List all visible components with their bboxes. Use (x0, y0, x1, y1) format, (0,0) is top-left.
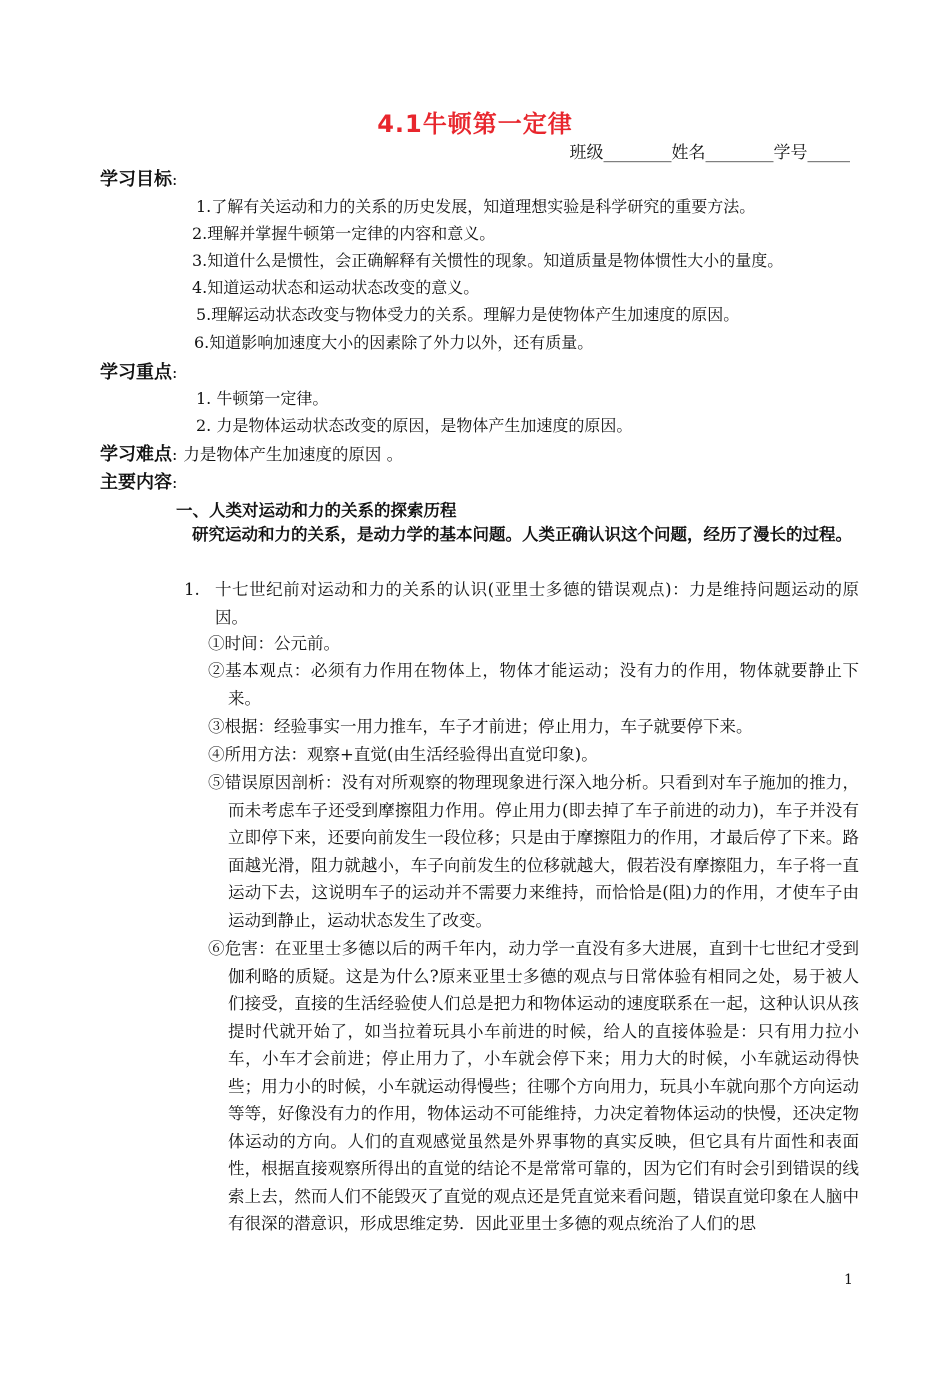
key-point-item: 2. 力是物体运动状态改变的原因，是物体产生加速度的原因。 (196, 416, 633, 435)
difficulty-heading-colon: : (172, 445, 178, 464)
difficulty-text: 力是物体产生加速度的原因 。 (183, 445, 404, 464)
objective-item: 4.知道运动状态和运动状态改变的意义。 (192, 278, 480, 297)
objectives-heading (100, 165, 177, 191)
item-text: 十七世纪前对运动和力的关系的认识(亚里士多德的错误观点)：力是维持问题运动的原因。 (215, 580, 859, 627)
difficulty-heading (100, 440, 403, 466)
main-content-heading-label: 主要内容 (100, 472, 172, 493)
difficulty-heading-label: 学习难点 (100, 444, 172, 465)
key-points-heading (100, 358, 177, 384)
page-number: 1 (844, 1272, 853, 1288)
objective-item: 2.理解并掌握牛顿第一定律的内容和意义。 (192, 224, 496, 243)
point-basis: ③根据：经验事实一用力推车，车子才前进；停止用力，车子就要停下来。 (208, 717, 753, 736)
page-title: 4.1牛顿第一定律 (377, 110, 573, 138)
key-point-item: 1. 牛顿第一定律。 (196, 389, 329, 408)
section-title: 一、人类对运动和力的关系的探索历程 (176, 501, 457, 520)
point-time: ①时间：公元前。 (208, 634, 340, 653)
class-name-id-line: 班级________姓名________学号_____ (569, 143, 850, 163)
point-error-analysis: ⑤错误原因剖析：没有对所观察的物理现象进行深入地分析。只看到对车子施加的推力，而未考虑车子还受到摩擦阻力作用。停止用力(即去掉了车子前进的动力)，车子并没有立即停下来，还要向前发生一段位移；只是由于摩擦阻力的作用，才最后停了下来。路面越光滑，阻力就越小，车子向前发生的位移就越大，假若没有摩擦阻力，车子将一直运动下去，这说明车子的运动并不需要力来维持，而恰恰是(阻)力的作用，才使车子由运动到静止，运动状态发生了改变。 (208, 773, 859, 930)
objective-item: 6.知道影响加速度大小的因素除了外力以外，还有质量。 (194, 333, 594, 352)
section-intro: 研究运动和力的关系，是动力学的基本问题。人类正确认识这个问题，经历了漫长的过程。 (192, 525, 852, 544)
objective-item: 5.理解运动状态改变与物体受力的关系。理解力是使物体产生加速度的原因。 (196, 305, 740, 324)
point-method: ④所用方法：观察+直觉(由生活经验得出直觉印象)。 (208, 745, 598, 764)
key-points-heading-colon: : (172, 363, 178, 382)
point-harm: ⑥危害：在亚里士多德以后的两千年内，动力学一直没有多大进展，直到十七世纪才受到伽利略的质疑。这是为什么?原来亚里士多德的观点与日常体验有相同之处，易于被人们接受，直接的生活经验使人们总是把力和物体运动的速度联系在一起，这种认识从孩提时代就开始了，如当拉着玩具小车前进的时候，给人的直接体验是：只有用力拉小车，小车才会前进；停止用力了，小车就会停下来；用力大的时候，小车就运动得快些；用力小的时候，小车就运动得慢些；往哪个方向用力，玩具小车就向那个方向运动等等，好像没有力的作用，物体运动不可能维持，力决定着物体运动的快慢，还决定物体运动的方向。人们的直观感觉虽然是外界事物的真实反映，但它具有片面性和表面性，根据直接观察所得出的直觉的结论不是常常可靠的，因为它们有时会引到错误的线索上去，然而人们不能毁灭了直觉的观点还是凭直觉来看问题，错误直觉印象在人脑中有很深的潜意识，形成思维定势．因此亚里士多德的观点统治了人们的思 (208, 939, 859, 1233)
objectives-heading-label: 学习目标 (100, 169, 172, 190)
main-content-heading (100, 468, 177, 494)
main-content-heading-colon: : (172, 473, 178, 492)
objective-item: 1.了解有关运动和力的关系的历史发展，知道理想实验是科学研究的重要方法。 (196, 197, 756, 216)
point-basic-view: ②基本观点：必须有力作用在物体上，物体才能运动；没有力的作用，物体就要静止下来。 (208, 661, 859, 708)
key-points-heading-label: 学习重点 (100, 362, 172, 383)
objective-item: 3.知道什么是惯性，会正确解释有关惯性的现象。知道质量是物体惯性大小的量度。 (192, 251, 784, 270)
objectives-heading-colon: : (172, 170, 178, 189)
item-number: 1. (184, 580, 200, 599)
